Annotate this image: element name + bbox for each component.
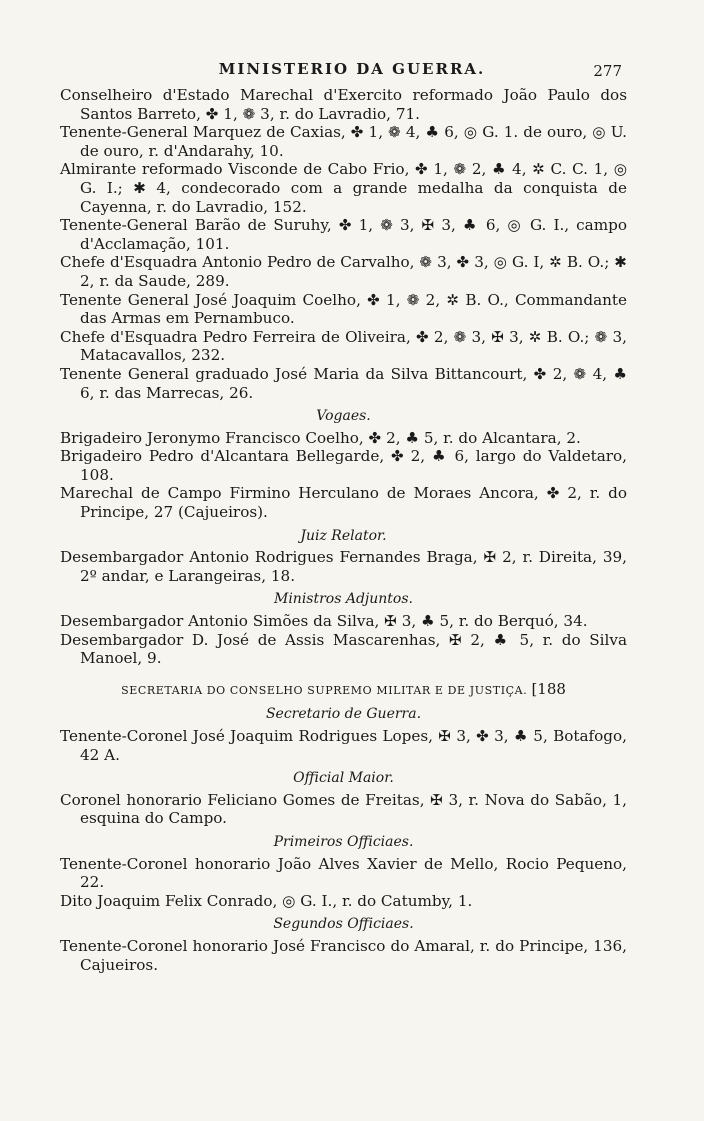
list-entry: Chefe d'Esquadra Pedro Ferreira de Oliveira, ✤ 2, ❁ 3, ✠ 3, ✲ B. O.; ❁ 3, Matacavallos, 232.	[60, 327, 627, 365]
list-entry: Chefe d'Esquadra Antonio Pedro de Carvalho, ❁ 3, ✤ 3, ◎ G. I, ✲ B. O.; ✱ 2, r. da Saude, 289.	[60, 253, 627, 290]
secretaria-heading	[60, 680, 627, 701]
section-heading: Juiz Relator.	[300, 527, 387, 544]
list-entry: Dito Joaquim Felix Conrado, ◎ G. I., r. do Catumby, 1.	[60, 891, 473, 910]
list-entry: Desembargador Antonio Rodrigues Fernandes Braga, ✠ 2, r. Direita, 39, 2º andar, e Larangeiras, 18.	[60, 548, 627, 585]
list-entry: Tenente General graduado José Maria da Silva Bittancourt, ✤ 2, ❁ 4, ♣ 6, r. das Marrecas, 26.	[60, 364, 627, 402]
document-body	[60, 86, 627, 974]
list-entry: Tenente-General Barão de Suruhy, ✤ 1, ❁ 3, ✠ 3, ♣ 6, ◎ G. I., campo d'Acclamação, 101.	[60, 216, 627, 253]
list-entry: Tenente General José Joaquim Coelho, ✤ 1, ❁ 2, ✲ B. O., Commandante das Armas em Pernambuco.	[60, 290, 627, 328]
section-heading: Secretario de Guerra.	[265, 706, 422, 723]
page-number: 277	[593, 62, 622, 80]
running-title: MINISTERIO DA GUERRA.	[218, 60, 486, 78]
section-heading: Segundos Officiaes.	[273, 916, 414, 933]
list-entry: Brigadeiro Pedro d'Alcantara Bellegarde, ✤ 2, ♣ 6, largo do Valdetaro, 108.	[60, 447, 627, 484]
list-entry: Tenente-Coronel José Joaquim Rodrigues Lopes, ✠ 3, ✤ 3, ♣ 5, Botafogo, 42 A.	[60, 727, 627, 764]
section-heading: Official Maior.	[293, 770, 394, 787]
list-entry: Coronel honorario Feliciano Gomes de Freitas, ✠ 3, r. Nova do Sabão, 1, esquina do Campo.	[60, 790, 627, 828]
list-entry: Marechal de Campo Firmino Herculano de Moraes Ancora, ✤ 2, r. do Principe, 27 (Cajueiros).	[60, 484, 627, 522]
secretaria-number: [188	[531, 679, 566, 698]
page-header	[0, 60, 704, 84]
list-entry: Desembargador D. José de Assis Mascarenhas, ✠ 2, ♣ 5, r. do Silva Manoel, 9.	[60, 630, 627, 668]
section-heading: Primeiros Officiaes.	[273, 833, 414, 850]
section-heading: Ministros Adjuntos.	[273, 591, 413, 608]
list-entry: Almirante reformado Visconde de Cabo Frio, ✤ 1, ❁ 2, ♣ 4, ✲ C. C. 1, ◎ G. I.; ✱ 4, condecorado com a grande medalha da conquista de Cayenna, r. do Lavradio, 152.	[60, 160, 627, 216]
secretaria-title: SECRETARIA DO CONSELHO SUPREMO MILITAR E DE JUSTIÇA.	[121, 683, 528, 697]
list-entry: Tenente-Coronel honorario João Alves Xavier de Mello, Rocio Pequeno, 22.	[60, 854, 627, 892]
list-entry: Tenente-General Marquez de Caxias, ✤ 1, ❁ 4, ♣ 6, ◎ G. 1. de ouro, ◎ U. de ouro, r. d'Andarahy, 10.	[60, 123, 627, 160]
list-entry: Brigadeiro Jeronymo Francisco Coelho, ✤ 2, ♣ 5, r. do Alcantara, 2.	[60, 428, 581, 447]
list-entry: Conselheiro d'Estado Marechal d'Exercito reformado João Paulo dos Santos Barreto, ✤ 1, ❁ 3, r. do Lavradio, 71.	[60, 86, 627, 123]
list-entry: Desembargador Antonio Simões da Silva, ✠ 3, ♣ 5, r. do Berquó, 34.	[60, 612, 588, 631]
section-heading: Vogaes.	[316, 408, 371, 425]
list-entry: Tenente-Coronel honorario José Francisco do Amaral, r. do Principe, 136, Cajueiros.	[60, 936, 627, 974]
